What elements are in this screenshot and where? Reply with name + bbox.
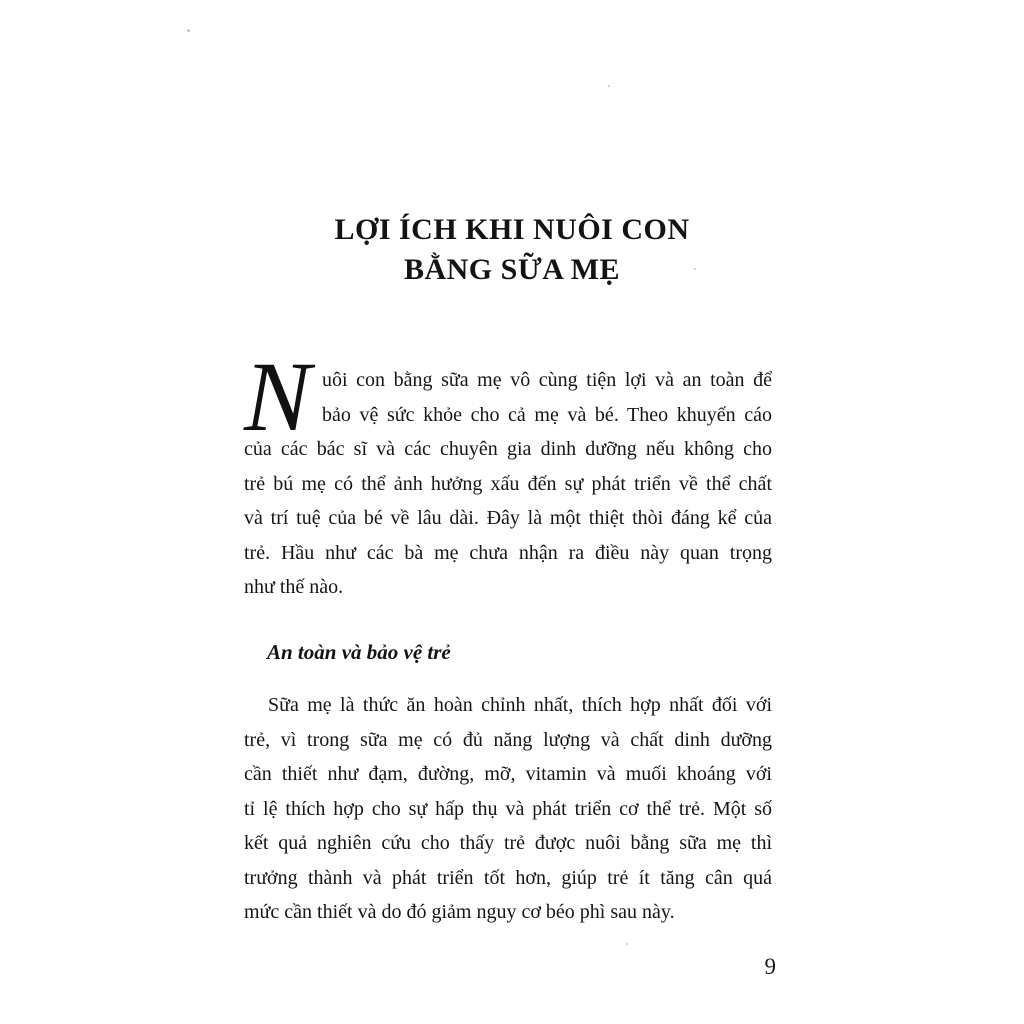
text-line: cần thiết như đạm, đường, mỡ, vitamin và muối khoáng với [244, 763, 772, 785]
scan-speck [626, 943, 628, 945]
text-line: như thế nào. [244, 576, 344, 598]
text-line: và trí tuệ của bé về lâu dài. Đây là một thiệt thòi đáng kể của [244, 507, 772, 529]
text-line: trưởng thành và phát triển tốt hơn, giúp trẻ ít tăng cân quá [244, 866, 772, 889]
paragraph-1-lines [244, 341, 772, 605]
text-line: trẻ, vì trong sữa mẹ có đủ năng lượng và chất dinh dưỡng [244, 728, 772, 751]
page-number: 9 [764, 954, 776, 979]
body-text-column [244, 341, 772, 930]
scan-speck [608, 85, 610, 87]
text-line: uôi con bằng sữa mẹ vô cùng tiện lợi và an toàn để [322, 369, 772, 391]
text-line: trẻ. Hầu như các bà mẹ chưa nhận ra điều này quan trọng [244, 541, 772, 564]
scan-speck [187, 29, 190, 32]
text-line: tỉ lệ thích hợp cho sự hấp thụ và phát triển cơ thể trẻ. Một số [244, 797, 772, 820]
section-subheading: An toàn và bảo vệ trẻ [267, 639, 451, 664]
text-line: Sữa mẹ là thức ăn hoàn chỉnh nhất, thích hợp nhất đối với [268, 694, 772, 716]
text-line: bảo vệ sức khỏe cho cả mẹ và bé. Theo khuyến cáo [322, 403, 772, 426]
drop-cap-letter: N [244, 341, 311, 452]
text-line: của các bác sĩ và các chuyên gia dinh dưỡng nếu không cho [244, 438, 772, 460]
text-line: mức cần thiết và do đó giảm nguy cơ béo phì sau này. [244, 901, 675, 923]
text-line: trẻ bú mẹ có thể ảnh hưởng xấu đến sự phát triển về thể chất [244, 472, 772, 495]
chapter-title [0, 210, 1024, 290]
chapter-title-line-1: LỢI ÍCH KHI NUÔI CON [334, 213, 690, 246]
paragraph-2 [244, 688, 772, 930]
paragraph-1 [244, 341, 772, 605]
text-line: kết quả nghiên cứu cho thấy trẻ được nuôi bằng sữa mẹ thì [244, 832, 772, 854]
chapter-title-line-2: BẰNG SỮA MẸ [403, 253, 621, 286]
